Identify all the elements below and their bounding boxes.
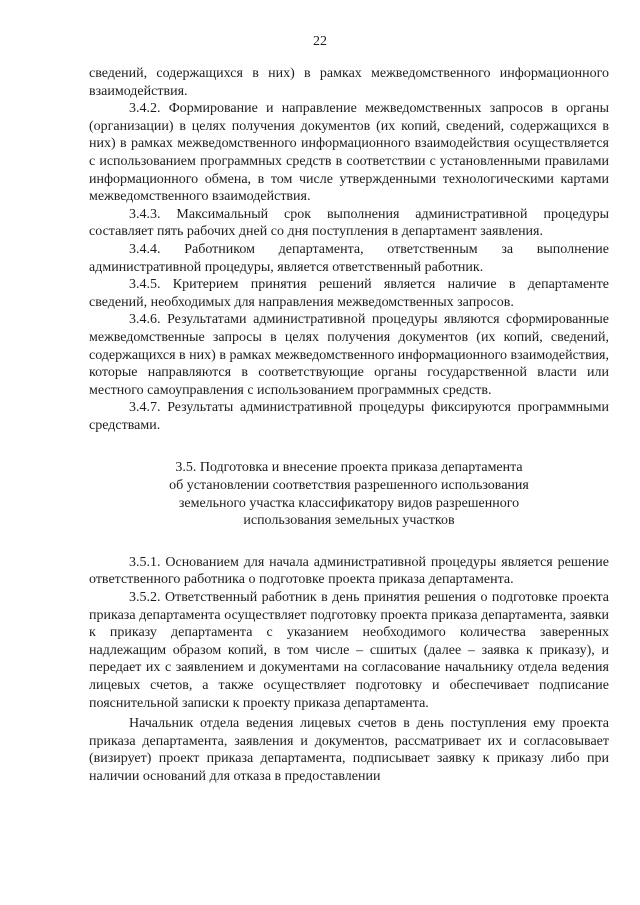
paragraph-3-4-2: 3.4.2. Формирование и направление межведомственных запросов в органы (организации) в целях получения документов (их копий, сведений, содержащихся в них) в рамках межведомственного информационного взаимодействия осуществляется с использованием программных средств в соответствии с установленными правилами информационного обмена, в том числе утвержденными технологическими картами межведомственного взаимодействия.	[89, 101, 609, 205]
paragraph-3-4-4: 3.4.4. Работником департамента, ответственным за выполнение административной процедуры, является ответственный работник.	[89, 241, 609, 275]
paragraph-head-of-department: Начальник отдела ведения лицевых счетов в день поступления ему проекта приказа департамента, заявления и документов, рассматривает их и согласовывает (визирует) проект приказа департамента, подписывает заявку к приказу либо при наличии оснований для отказа в предоставлении	[89, 716, 609, 784]
paragraph-3-4-3: 3.4.3. Максимальный срок выполнения административной процедуры составляет пять рабочих дней со дня поступления в департамент заявления.	[89, 206, 609, 240]
paragraph-3-4-5: 3.4.5. Критерием принятия решений является наличие в департаменте сведений, необходимых для направления межведомственных запросов.	[89, 277, 609, 310]
section-heading-line: использования земельных участков	[243, 513, 455, 529]
paragraph: сведений, содержащихся в них) в рамках межведомственного информационного взаимодействия.	[89, 66, 609, 99]
page-number: 22	[313, 34, 327, 49]
paragraph-3-4-6: 3.4.6. Результатами административной процедуры являются сформированные межведомственные запросы в целях получения документов (их копий, сведений, содержащихся в них) в рамках межведомственного информационного взаимодействия, которые направляются в соответствующие органы государственной власти или местного самоуправления с использованием программных средств.	[89, 312, 609, 398]
paragraph-3-4-7: 3.4.7. Результаты административной процедуры фиксируются программными средствами.	[89, 400, 609, 433]
section-heading-line: земельного участка классификатору видов разрешенного	[178, 495, 520, 511]
paragraph-3-5-1: 3.5.1. Основанием для начала административной процедуры является решение ответственного работника о подготовке проекта приказа департамента.	[89, 554, 609, 588]
section-heading-line: об установлении соответствия разрешенного использования	[169, 478, 529, 494]
section-heading	[137, 459, 561, 529]
section-heading-line: 3.5. Подготовка и внесение проекта приказа департамента	[175, 460, 523, 476]
document-body	[89, 65, 609, 786]
paragraph-3-5-2: 3.5.2. Ответственный работник в день принятия решения о подготовке проекта приказа департамента осуществляет подготовку проекта приказа департамента, заявки к приказу департамента с указанием необходимого количества заверенных надлежащим образом копий, в том числе – сшитых (далее – заявка к приказу), и передает их с заявлением и документами на согласование начальнику отдела ведения лицевых счетов, а также осуществляет подготовку и обеспечивает подписание пояснительной записки к проекту приказа департамента.	[89, 590, 609, 711]
